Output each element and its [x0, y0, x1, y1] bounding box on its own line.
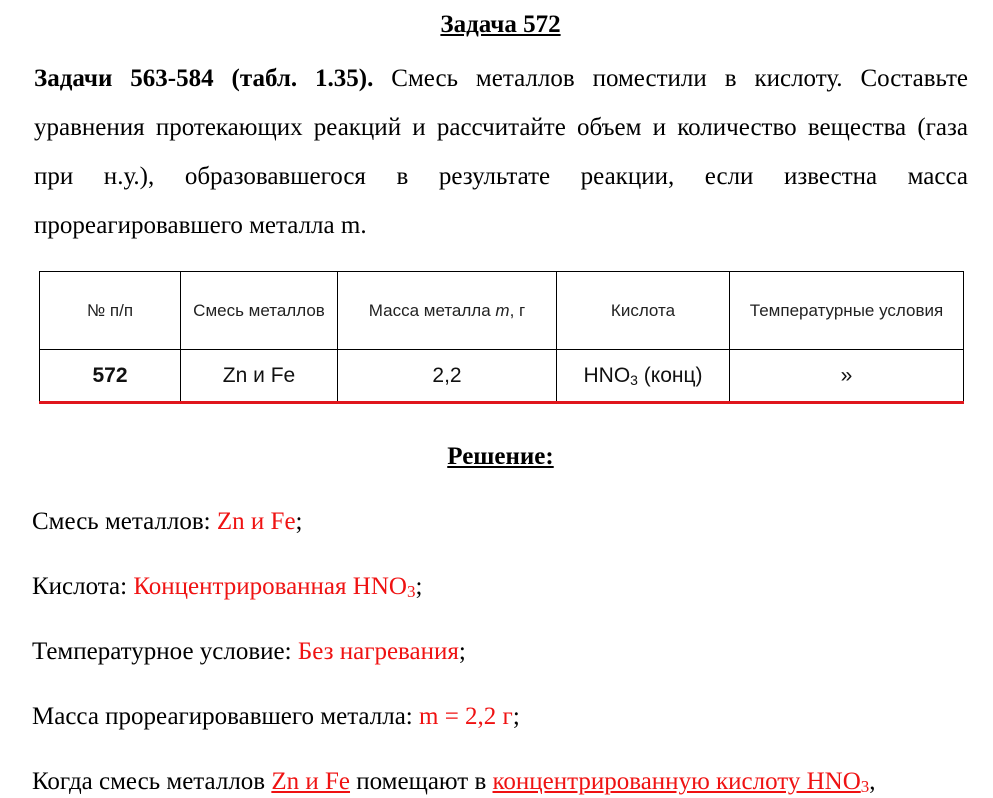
- last-suffix: ,: [869, 768, 876, 795]
- task-statement: [34, 54, 968, 250]
- mass-label: Масса прореагировавшего металла:: [32, 703, 419, 730]
- task-data-table: [39, 271, 964, 403]
- cell-acid-suffix: (конц): [637, 364, 703, 387]
- header-temperature: Температурные условия: [730, 272, 964, 350]
- temp-semicolon: ;: [458, 638, 466, 665]
- task-range-label: Задачи 563-584 (табл. 1.35).: [34, 65, 374, 92]
- table-row: [40, 350, 964, 403]
- table-bottom-rule: [39, 401, 964, 404]
- header-mass-prefix: Масса металла: [368, 300, 496, 320]
- solution-last-line: [32, 766, 876, 798]
- header-acid: Кислота: [557, 272, 730, 350]
- solution-temperature-line: [32, 636, 466, 668]
- last-acid: [493, 768, 870, 795]
- header-num: № п/п: [40, 272, 181, 350]
- last-acid-text: концентрированную кислоту HNO: [492, 768, 861, 795]
- header-mass-var: m: [495, 300, 510, 320]
- mixture-label: Смесь металлов:: [32, 508, 217, 535]
- temp-label: Температурное условие:: [32, 638, 298, 665]
- table-header-row: [40, 272, 964, 350]
- acid-semicolon: ;: [415, 573, 423, 600]
- task-title: Задача 572: [440, 11, 561, 38]
- last-mid: помещают в: [350, 768, 493, 795]
- mass-value: m = 2,2 г: [419, 703, 513, 730]
- solution-title: Решение:: [447, 443, 554, 470]
- acid-value-text: Концентрированная HNO: [133, 573, 407, 600]
- cell-acid-sub: 3: [630, 372, 638, 388]
- mixture-semicolon: ;: [295, 508, 303, 535]
- cell-temperature: »: [730, 350, 964, 403]
- temp-value: Без нагревания: [297, 638, 459, 665]
- acid-value-sub: 3: [406, 582, 416, 601]
- cell-num: 572: [40, 350, 181, 403]
- solution-mass-line: [32, 701, 520, 733]
- last-acid-sub: 3: [860, 777, 870, 796]
- cell-acid-base: HNO: [583, 364, 631, 387]
- solution-mixture-line: [32, 506, 303, 538]
- mixture-value: Zn и Fe: [216, 508, 296, 535]
- header-mass-suffix: , г: [509, 300, 526, 320]
- header-mass: [338, 272, 557, 350]
- last-mixture: Zn и Fe: [271, 768, 351, 795]
- mass-semicolon: ;: [512, 703, 520, 730]
- cell-mixture: Zn и Fe: [181, 350, 338, 403]
- cell-acid: [557, 350, 730, 403]
- cell-mass: 2,2: [338, 350, 557, 403]
- solution-acid-line: [32, 571, 422, 603]
- acid-label: Кислота:: [32, 573, 134, 600]
- header-mixture: Смесь металлов: [181, 272, 338, 350]
- task-statement-text: Смесь металлов поместили в кислоту. Составьте уравнения протекающих реакций и рассчитайте объем и количество вещества (газа при н.у.), образовавшегося в результате реакции, если известна масса прореагировавшего металла m.: [34, 65, 968, 239]
- last-prefix: Когда смесь металлов: [32, 768, 272, 795]
- acid-value: [133, 573, 415, 600]
